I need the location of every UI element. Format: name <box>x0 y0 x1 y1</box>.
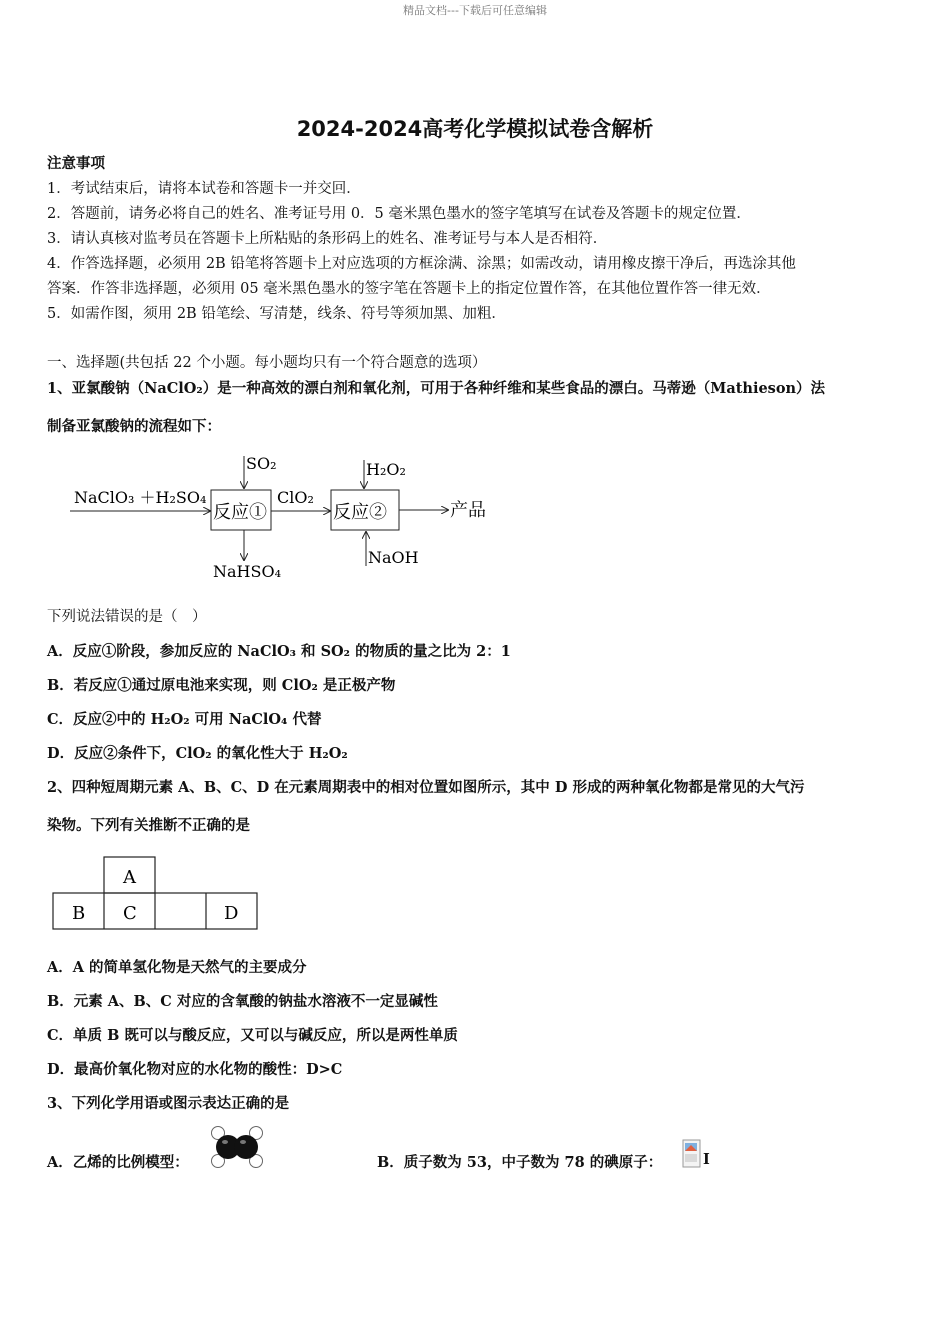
product-label: 产品 <box>450 500 486 521</box>
note-item: 5．如需作图，须用 2B 铅笔绘、写清楚，线条、符号等须加黑、加粗． <box>47 306 506 322</box>
q2-option-a: A．A 的简单氢化物是天然气的主要成分 <box>47 959 307 976</box>
iodine-symbol: I <box>703 1151 710 1168</box>
note-item: 3．请认真核对监考员在答题卡上所粘贴的条形码上的姓名、准考证号与本人是否相符． <box>47 231 608 247</box>
q1-option-c: C．反应②中的 H₂O₂ 可用 NaClO₄ 代替 <box>47 711 322 728</box>
q1-stem-line2: 制备亚氯酸钠的流程如下： <box>47 418 221 435</box>
periodic-table-diagram <box>52 856 262 932</box>
broken-image-icon <box>682 1139 702 1169</box>
note-item: 1．考试结束后，请将本试卷和答题卡一并交回． <box>47 181 361 197</box>
cell-c: C <box>123 903 137 924</box>
ethylene-model-image <box>210 1124 264 1172</box>
cell-d: D <box>224 903 239 924</box>
q1-stem-line1: 1、亚氯酸钠（NaClO₂）是一种高效的漂白剂和氧化剂，可用于各种纤维和某些食品的漂白。马蒂逊（Mathieson）法 <box>47 380 826 397</box>
q3-option-b: B．质子数为 53，中子数为 78 的碘原子： <box>377 1154 663 1171</box>
reaction-2-label: 反应② <box>333 502 387 523</box>
flow-input-label: NaClO₃ ＋H₂SO₄ <box>74 488 207 507</box>
q2-stem-line2: 染物。下列有关推断不正确的是 <box>47 817 250 834</box>
cell-a: A <box>123 867 136 888</box>
q2-stem-line1: 2、四种短周期元素 A、B、C、D 在元素周期表中的相对位置如图所示，其中 D 形成的两种氧化物都是常见的大气污 <box>47 779 805 796</box>
clo2-label: ClO₂ <box>277 488 314 507</box>
q1-question: 下列说法错误的是（ ） <box>47 609 207 625</box>
so2-label: SO₂ <box>246 454 277 473</box>
note-item: 4．作答选择题，必须用 2B 铅笔将答题卡上对应选项的方框涂满、涂黑；如需改动，请用橡皮擦干净后，再选涂其他 <box>47 256 796 272</box>
naoh-label: NaOH <box>368 548 419 567</box>
q3-stem: 3、下列化学用语或图示表达正确的是 <box>47 1095 290 1112</box>
reaction-1-label: 反应① <box>213 502 267 523</box>
nahso4-label: NaHSO₄ <box>213 562 281 581</box>
q2-option-b: B．元素 A、B、C 对应的含氧酸的钠盐水溶液不一定显碱性 <box>47 993 438 1010</box>
note-item: 2．答题前，请务必将自己的姓名、准考证号用 0．5 毫米黑色墨水的签字笔填写在试卷及答题卡的规定位置． <box>47 206 751 222</box>
q2-option-c: C．单质 B 既可以与酸反应，又可以与碱反应，所以是两性单质 <box>47 1027 458 1044</box>
page-header: 精品文档---下载后可任意编辑 <box>403 4 547 17</box>
cell-b: B <box>72 903 86 924</box>
section-heading: 一、选择题(共包括 22 个小题。每小题均只有一个符合题意的选项） <box>47 355 487 371</box>
q3-option-a: A．乙烯的比例模型： <box>47 1154 189 1171</box>
note-item: 答案．作答非选择题，必须用 05 毫米黑色墨水的签字笔在答题卡上的指定位置作答，在其他位置作答一律无效． <box>47 281 771 297</box>
h2o2-label: H₂O₂ <box>366 460 406 479</box>
q1-option-d: D．反应②条件下，ClO₂ 的氧化性大于 H₂O₂ <box>47 745 348 762</box>
process-flow-diagram <box>60 448 510 586</box>
q1-option-b: B．若反应①通过原电池来实现，则 ClO₂ 是正极产物 <box>47 677 396 694</box>
q1-option-a: A．反应①阶段，参加反应的 NaClO₃ 和 SO₂ 的物质的量之比为 2：1 <box>47 643 511 660</box>
notes-heading: 注意事项 <box>47 155 105 172</box>
page-title: 2024-2024高考化学模拟试卷含解析 <box>296 117 654 141</box>
q2-option-d: D．最高价氧化物对应的水化物的酸性：D>C <box>47 1061 343 1078</box>
